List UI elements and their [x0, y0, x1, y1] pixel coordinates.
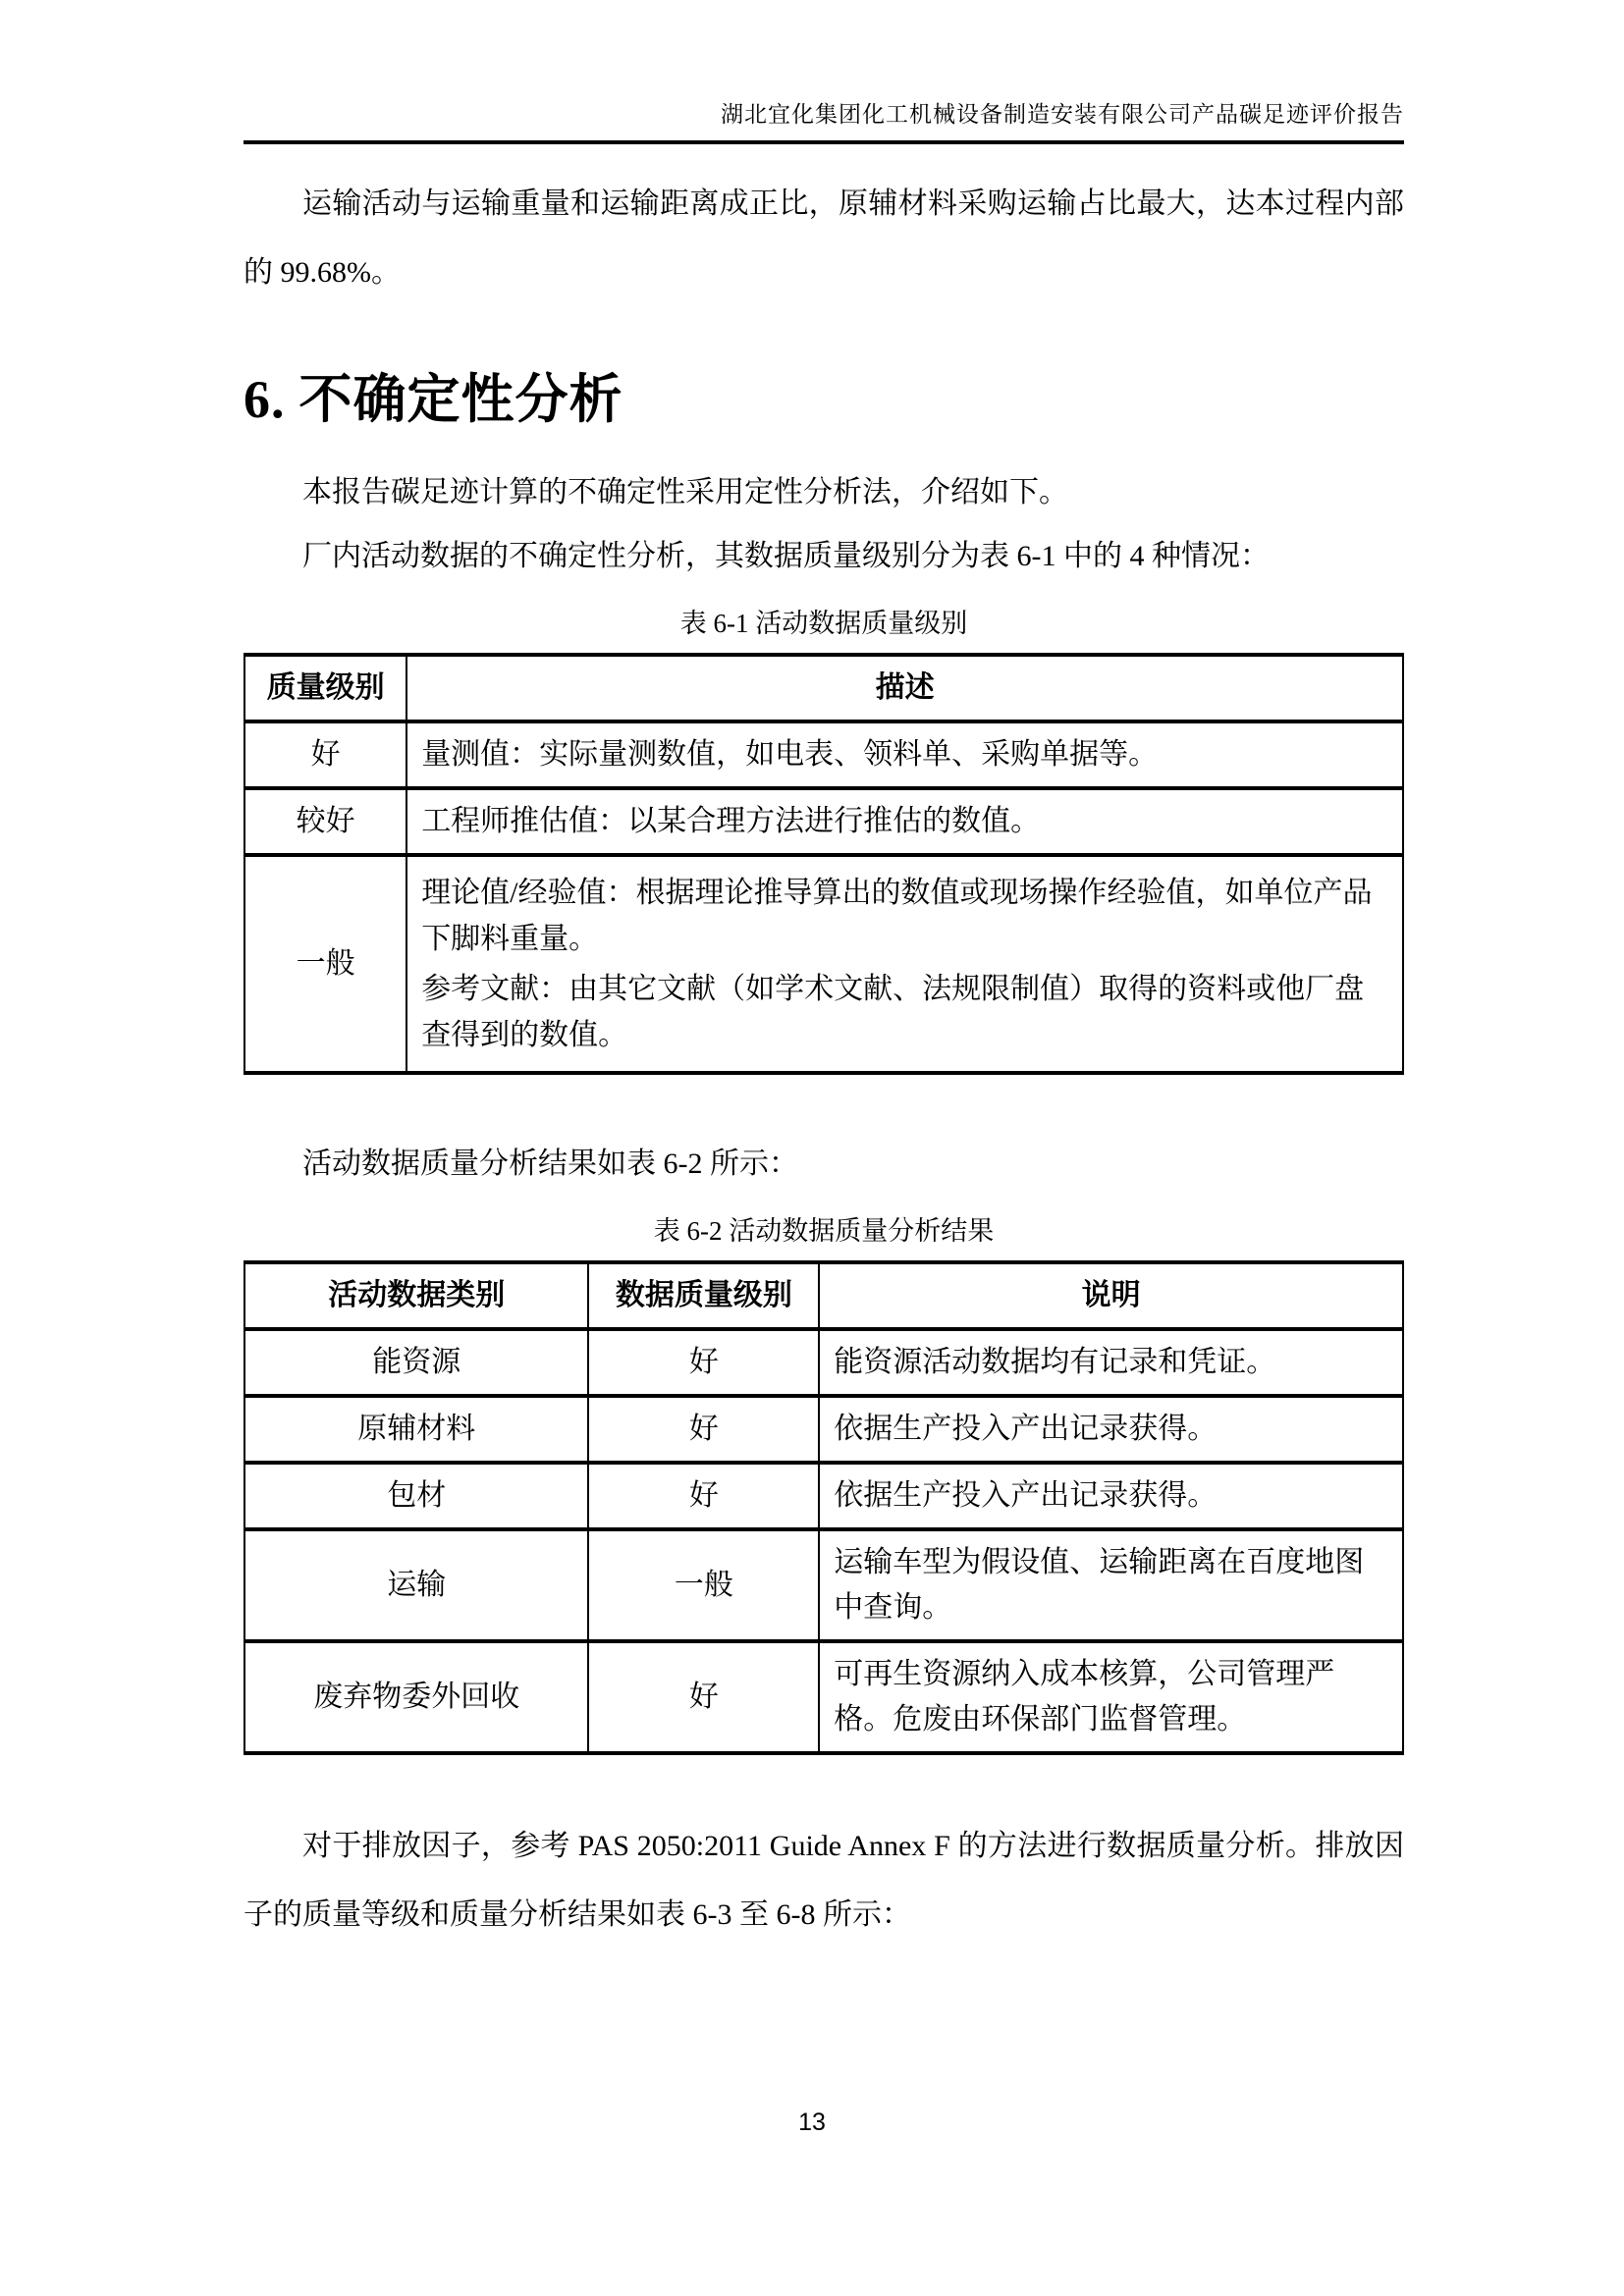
description-cell [406, 855, 1403, 1073]
table-caption-6-2: 表 6-2 活动数据质量分析结果 [653, 1216, 995, 1246]
activity-category-cell: 运输 [244, 1529, 588, 1641]
quality-level-cell: 一般 [244, 855, 406, 1073]
vertical-spacer [244, 1755, 1404, 1812]
table-caption-6-1: 表 6-1 活动数据质量级别 [679, 609, 968, 638]
page-footer [0, 2109, 1624, 2137]
table-row [244, 1463, 1403, 1529]
section-heading-uncertainty [244, 364, 1404, 435]
section-number: 6. [244, 370, 286, 429]
report-title-header: 湖北宜化集团化工机械设备制造安装有限公司产品碳足迹评价报告 [244, 96, 1404, 144]
table-header-row [244, 655, 1403, 721]
table-6-2-quality-analysis [244, 1260, 1404, 1755]
quality-level-cell: 好 [588, 1329, 819, 1396]
col-header-note: 说明 [819, 1262, 1403, 1329]
table-row [244, 1641, 1403, 1753]
col-header-description: 描述 [406, 655, 1403, 721]
col-header-quality-level: 质量级别 [244, 655, 406, 721]
description-line: 理论值/经验值：根据理论推导算出的数值或现场操作经验值，如单位产品下脚料重量。 [421, 877, 1373, 955]
vertical-spacer [244, 1075, 1404, 1132]
paragraph-table2-intro: 活动数据质量分析结果如表 6-2 所示： [302, 1148, 798, 1180]
activity-category-cell: 原辅材料 [244, 1396, 588, 1463]
table-row [244, 1329, 1403, 1396]
note-cell: 能资源活动数据均有记录和凭证。 [819, 1329, 1403, 1396]
note-cell: 可再生资源纳入成本核算，公司管理严格。危废由环保部门监督管理。 [819, 1641, 1403, 1753]
description-cell: 工程师推估值：以某合理方法进行推估的数值。 [406, 788, 1403, 855]
section-title-text: 不确定性分析 [298, 370, 623, 429]
note-cell: 依据生产投入产出记录获得。 [819, 1396, 1403, 1463]
quality-level-cell: 好 [588, 1641, 819, 1753]
table-row [244, 721, 1403, 788]
paragraph-activity-levels: 厂内活动数据的不确定性分析，其数据质量级别分为表 6-1 中的 4 种情况： [302, 540, 1270, 572]
col-header-data-quality-level: 数据质量级别 [588, 1262, 819, 1329]
table-row [244, 788, 1403, 855]
page-header [244, 0, 1404, 144]
quality-level-cell: 较好 [244, 788, 406, 855]
note-cell: 依据生产投入产出记录获得。 [819, 1463, 1403, 1529]
activity-category-cell: 废弃物委外回收 [244, 1641, 588, 1753]
description-cell: 量测值：实际量测数值，如电表、领料单、采购单据等。 [406, 721, 1403, 788]
paragraph-transport-summary: 运输活动与运输重量和运输距离成正比，原辅材料采购运输占比最大，达本过程内部的 99.68%。 [244, 187, 1404, 289]
quality-level-cell: 好 [244, 721, 406, 788]
description-line: 参考文献：由其它文献（如学术文献、法规限制值）取得的资料或他厂盘查得到的数值。 [421, 973, 1365, 1051]
activity-category-cell: 能资源 [244, 1329, 588, 1396]
page-number: 13 [798, 2109, 826, 2136]
col-header-activity-category: 活动数据类别 [244, 1262, 588, 1329]
table-row [244, 1529, 1403, 1641]
table-row [244, 1396, 1403, 1463]
paragraph-method-intro: 本报告碳足迹计算的不确定性采用定性分析法，介绍如下。 [302, 476, 1068, 508]
table-6-1-quality-levels [244, 653, 1404, 1075]
table-row [244, 855, 1403, 1073]
quality-level-cell: 一般 [588, 1529, 819, 1641]
activity-category-cell: 包材 [244, 1463, 588, 1529]
paragraph-emission-factors: 对于排放因子，参考 PAS 2050:2011 Guide Annex F 的方法进行数据质量分析。排放因子的质量等级和质量分析结果如表 6-3 至 6-8 所示： [244, 1830, 1404, 1931]
note-cell: 运输车型为假设值、运输距离在百度地图中查询。 [819, 1529, 1403, 1641]
table-header-row [244, 1262, 1403, 1329]
quality-level-cell: 好 [588, 1396, 819, 1463]
quality-level-cell: 好 [588, 1463, 819, 1529]
